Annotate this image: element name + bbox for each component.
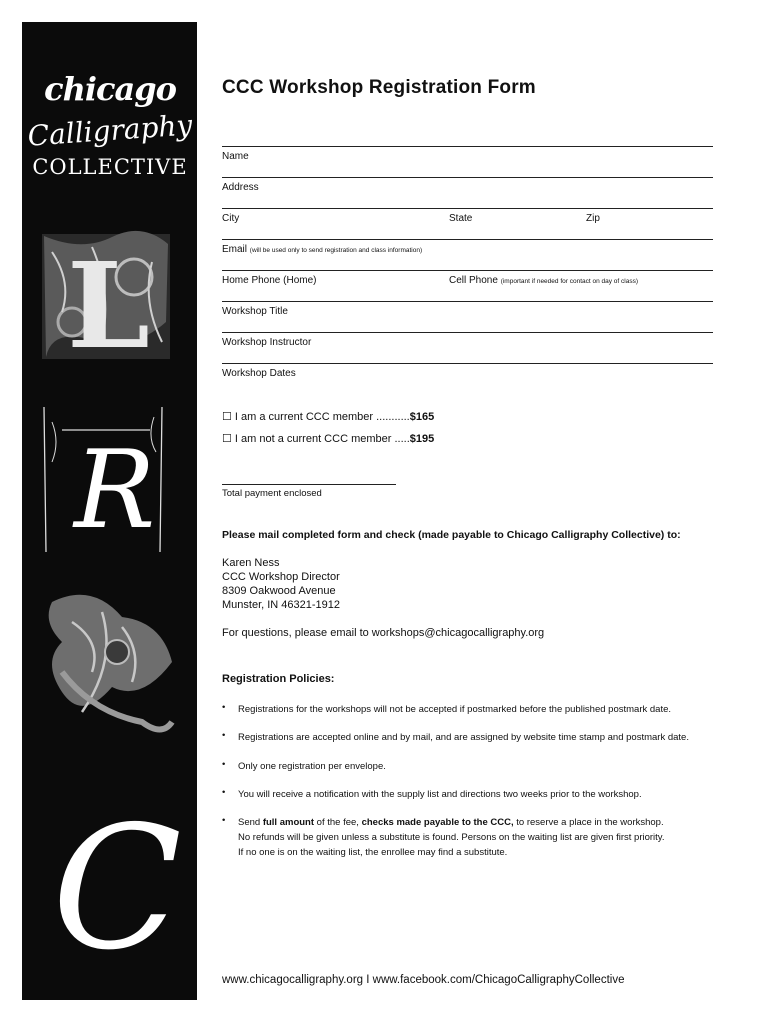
member-option-label: ☐ I am a current CCC member ...........: [222, 411, 410, 423]
email-label-text: Email: [222, 244, 248, 255]
city-state-zip-row: [222, 208, 713, 224]
workshop-instructor-label: Workshop Instructor: [222, 337, 312, 348]
address-name: Karen Ness: [222, 557, 280, 569]
bullet-icon: •: [222, 787, 226, 798]
payment-input-line[interactable]: [222, 484, 396, 485]
ornamental-r-illustration: [44, 407, 162, 553]
policy-text: Registrations for the workshops will not be accepted if postmarked before the published postmark date.: [238, 704, 672, 715]
address-city: Munster, IN 46321-1912: [222, 599, 341, 611]
cell-phone-label-text: Cell Phone: [449, 275, 498, 286]
home-phone-label[interactable]: Home Phone (Home): [222, 275, 317, 286]
nonmember-option-label: ☐ I am not a current CCC member .....: [222, 433, 410, 445]
address-label: Address: [222, 182, 259, 193]
logo-line-chicago: chicago: [44, 70, 176, 108]
policy-text: Only one registration per envelope.: [238, 761, 386, 772]
logo-line-calligraphy: Calligraphy: [26, 108, 194, 153]
policy-text-part: of the fee,: [314, 817, 362, 828]
email-field[interactable]: [222, 239, 713, 255]
payment-label: Total payment enclosed: [222, 488, 322, 499]
leaf-ornament-illustration: [49, 595, 172, 730]
cell-phone-note: (important if needed for contact on day of class): [500, 278, 638, 285]
bullet-icon: •: [222, 730, 226, 741]
logo-line-collective: COLLECTIVE: [32, 155, 188, 179]
workshop-title-label: Workshop Title: [222, 306, 288, 317]
footer-links: www.chicagocalligraphy.org I www.facebook.com/ChicagoCalligraphyCollective: [222, 974, 625, 986]
policy-text-line: If no one is on the waiting list, the enrollee may find a substitute.: [238, 847, 508, 858]
bullet-icon: •: [222, 702, 226, 713]
policy-text: Registrations are accepted online and by mail, and are assigned by website time stamp and postmark date.: [238, 732, 689, 743]
policy-text: You will receive a notification with the supply list and directions two weeks prior to the workshop.: [238, 789, 642, 800]
mail-instructions-heading: Please mail completed form and check (made payable to Chicago Calligraphy Collective) to:: [222, 529, 681, 541]
registration-policies-heading: Registration Policies:: [222, 673, 335, 685]
workshop-title-field[interactable]: [222, 301, 713, 317]
workshop-dates-field[interactable]: [222, 363, 713, 379]
form-title: CCC Workshop Registration Form: [222, 77, 536, 98]
name-label: Name: [222, 151, 249, 162]
zip-label[interactable]: Zip: [586, 213, 600, 224]
bullet-icon: •: [222, 815, 226, 826]
ornamental-r-letter: R: [74, 428, 156, 553]
address-role: CCC Workshop Director: [222, 571, 340, 583]
questions-email-text: For questions, please email to workshops@chicagocalligraphy.org: [222, 627, 545, 639]
policy-text-bold: full amount: [262, 817, 315, 828]
email-label: [222, 244, 422, 255]
phone-row: [222, 270, 713, 286]
name-field[interactable]: [222, 146, 713, 162]
member-option-price: $165: [409, 411, 435, 423]
workshop-dates-label: Workshop Dates: [222, 368, 296, 379]
workshop-instructor-field[interactable]: [222, 332, 713, 348]
policy-text-line: No refunds will be given unless a substitute is found. Persons on the waiting list are given first priority.: [238, 832, 665, 843]
address-street: 8309 Oakwood Avenue: [222, 585, 336, 597]
decorative-letters: [22, 22, 197, 1000]
state-label[interactable]: State: [449, 213, 473, 224]
ornamental-l-illustration: [42, 231, 170, 375]
city-label[interactable]: City: [222, 213, 240, 224]
policy-text-part: Send: [238, 817, 263, 828]
ornamental-c-letter: C: [52, 790, 183, 988]
ornamental-c-illustration: [52, 790, 182, 988]
cell-phone-label[interactable]: [449, 275, 638, 286]
nonmember-option-price: $195: [409, 433, 435, 445]
address-field[interactable]: [222, 177, 713, 193]
email-note: (will be used only to send registration and class information): [249, 247, 423, 254]
member-option-checkbox[interactable]: [222, 410, 434, 423]
decorative-sidebar: [22, 22, 197, 1000]
policy-text-bold: checks made payable to the CCC,: [361, 817, 514, 828]
ornamental-l-letter: L: [67, 236, 150, 375]
policy-text: [238, 815, 664, 860]
policy-text-part: to reserve a place in the workshop.: [513, 817, 664, 828]
bullet-icon: •: [222, 759, 226, 770]
nonmember-option-checkbox[interactable]: [222, 432, 434, 445]
